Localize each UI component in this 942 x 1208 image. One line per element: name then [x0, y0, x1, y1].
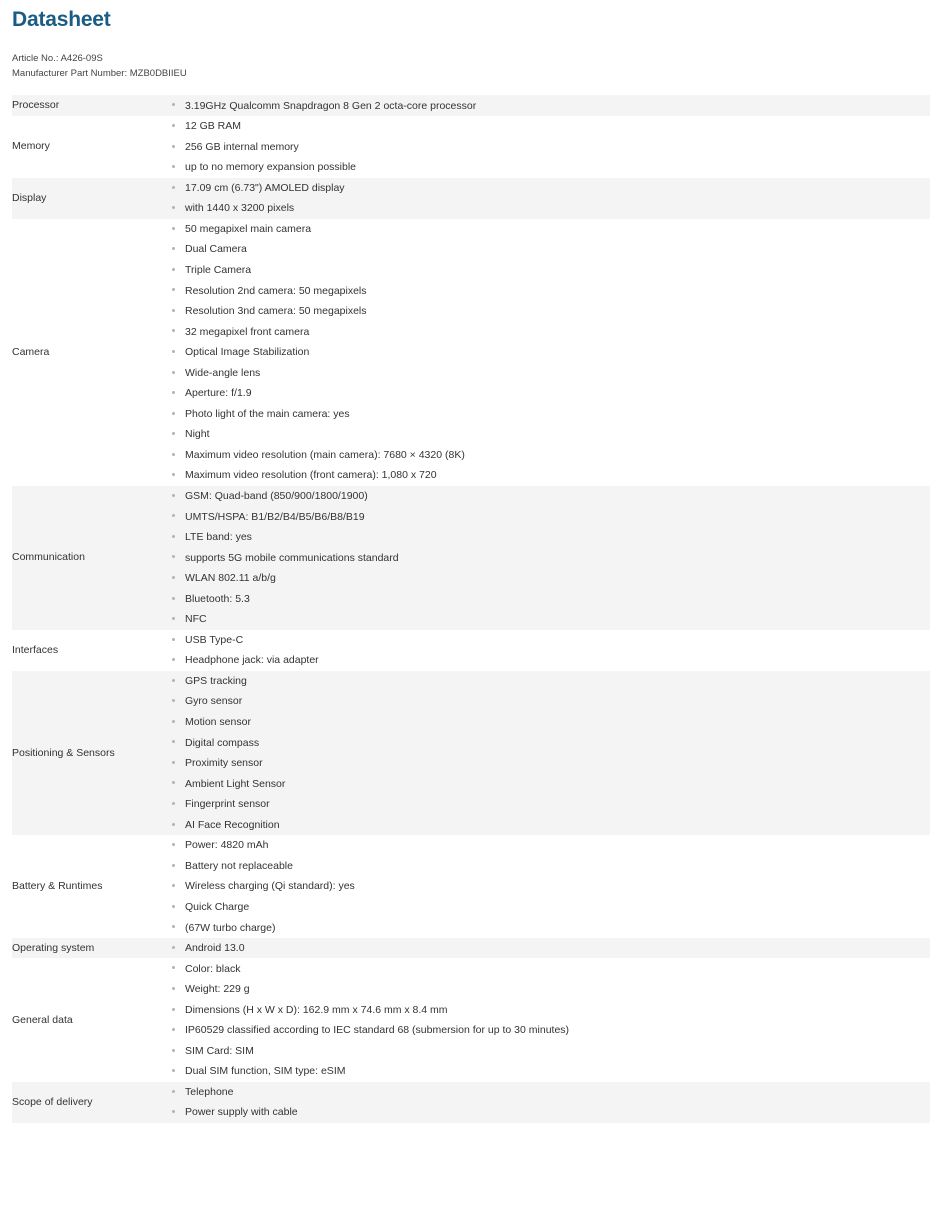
- article-number: Article No.: A426-09S: [12, 53, 103, 64]
- spec-values: [167, 178, 930, 219]
- spec-value-list: [167, 1082, 930, 1123]
- spec-value-item: 50 megapixel main camera: [167, 219, 930, 240]
- manufacturer-part-number: Manufacturer Part Number: MZB0DBIIEU: [12, 67, 187, 79]
- spec-value-list: [167, 486, 930, 630]
- spec-value-item: Resolution 2nd camera: 50 megapixels: [167, 280, 930, 301]
- spec-value-list: [167, 178, 930, 219]
- spec-value-item: Color: black: [167, 958, 930, 979]
- spec-value-item: UMTS/HSPA: B1/B2/B4/B5/B6/B8/B19: [167, 506, 930, 527]
- spec-value-item: Wide-angle lens: [167, 363, 930, 384]
- spec-value-item: Power: 4820 mAh: [167, 835, 930, 856]
- spec-value-item: GSM: Quad-band (850/900/1800/1900): [167, 486, 930, 507]
- spec-value-item: AI Face Recognition: [167, 815, 930, 836]
- spec-label: Camera: [12, 345, 50, 358]
- spec-value-item: (67W turbo charge): [167, 917, 930, 938]
- spec-value-item: Power supply with cable: [167, 1102, 930, 1123]
- spec-value-item: Maximum video resolution (front camera): 1,080 x 720: [167, 465, 930, 486]
- spec-value-list: [167, 95, 930, 116]
- spec-values: [167, 958, 930, 1081]
- spec-value-item: 32 megapixel front camera: [167, 321, 930, 342]
- spec-value-item: Triple Camera: [167, 260, 930, 281]
- spec-row: [12, 958, 930, 1081]
- spec-row: [12, 95, 930, 116]
- spec-value-item: LTE band: yes: [167, 527, 930, 548]
- spec-label: Battery & Runtimes: [12, 880, 103, 893]
- spec-value-list: [167, 938, 930, 959]
- spec-value-item: 12 GB RAM: [167, 116, 930, 137]
- spec-values: [167, 938, 930, 959]
- spec-value-list: [167, 671, 930, 835]
- spec-value-item: Wireless charging (Qi standard): yes: [167, 876, 930, 897]
- spec-value-item: supports 5G mobile communications standard: [167, 547, 930, 568]
- specifications-table: [12, 95, 930, 1122]
- spec-value-item: Dual Camera: [167, 239, 930, 260]
- spec-value-list: [167, 219, 930, 486]
- spec-row: [12, 630, 930, 671]
- spec-value-item: with 1440 x 3200 pixels: [167, 198, 930, 219]
- spec-value-item: Photo light of the main camera: yes: [167, 404, 930, 425]
- spec-row: [12, 178, 930, 219]
- spec-row: [12, 486, 930, 630]
- spec-label: Interfaces: [12, 643, 59, 656]
- spec-value-item: Aperture: f/1.9: [167, 383, 930, 404]
- bottom-spacer: [12, 1123, 930, 1133]
- page-title: Datasheet: [12, 8, 111, 31]
- spec-row: [12, 219, 930, 486]
- spec-row: [12, 1082, 930, 1123]
- spec-row: [12, 671, 930, 835]
- spec-value-item: Gyro sensor: [167, 691, 930, 712]
- spec-value-item: up to no memory expansion possible: [167, 157, 930, 178]
- spec-value-item: IP60529 classified according to IEC standard 68 (submersion for up to 30 minutes): [167, 1020, 930, 1041]
- spec-values: [167, 630, 930, 671]
- spec-value-item: GPS tracking: [167, 671, 930, 692]
- spec-values: [167, 671, 930, 835]
- spec-values: [167, 1082, 930, 1123]
- spec-value-list: [167, 958, 930, 1081]
- spec-value-item: Quick Charge: [167, 897, 930, 918]
- spec-values: [167, 95, 930, 116]
- spec-value-item: Weight: 229 g: [167, 979, 930, 1000]
- spec-values: [167, 835, 930, 938]
- spec-value-item: Battery not replaceable: [167, 856, 930, 877]
- spec-value-item: Dual SIM function, SIM type: eSIM: [167, 1061, 930, 1082]
- spec-value-item: Optical Image Stabilization: [167, 342, 930, 363]
- spec-values: [167, 486, 930, 630]
- spec-row: [12, 835, 930, 938]
- spec-row: [12, 938, 930, 959]
- spec-label: Scope of delivery: [12, 1082, 167, 1123]
- datasheet-page: [0, 8, 942, 1133]
- spec-value-item: Android 13.0: [167, 938, 930, 959]
- spec-label: Communication: [12, 486, 167, 630]
- spec-value-item: USB Type-C: [167, 630, 930, 651]
- spec-label: Display: [12, 178, 167, 219]
- spec-value-item: Resolution 3nd camera: 50 megapixels: [167, 301, 930, 322]
- specifications-table-body: [12, 95, 930, 1122]
- spec-label: Operating system: [12, 938, 167, 959]
- spec-value-item: Digital compass: [167, 732, 930, 753]
- spec-value-list: [167, 835, 930, 938]
- product-identifiers: [12, 52, 930, 81]
- spec-value-item: NFC: [167, 609, 930, 630]
- spec-row: [12, 116, 930, 178]
- spec-value-list: [167, 116, 930, 178]
- spec-value-item: Headphone jack: via adapter: [167, 650, 930, 671]
- spec-value-item: 3.19GHz Qualcomm Snapdragon 8 Gen 2 octa-core processor: [167, 95, 930, 116]
- spec-value-item: Fingerprint sensor: [167, 794, 930, 815]
- spec-value-list: [167, 630, 930, 671]
- spec-value-item: Telephone: [167, 1082, 930, 1103]
- spec-value-item: Ambient Light Sensor: [167, 773, 930, 794]
- spec-label: Memory: [12, 140, 50, 153]
- spec-value-item: Maximum video resolution (main camera): 7680 × 4320 (8K): [167, 445, 930, 466]
- spec-value-item: WLAN 802.11 a/b/g: [167, 568, 930, 589]
- spec-value-item: Bluetooth: 5.3: [167, 589, 930, 610]
- spec-value-item: Motion sensor: [167, 712, 930, 733]
- spec-values: [167, 219, 930, 486]
- spec-value-item: 17.09 cm (6.73") AMOLED display: [167, 178, 930, 199]
- spec-value-item: 256 GB internal memory: [167, 137, 930, 158]
- spec-values: [167, 116, 930, 178]
- spec-value-item: Dimensions (H x W x D): 162.9 mm x 74.6 mm x 8.4 mm: [167, 1000, 930, 1021]
- spec-value-item: SIM Card: SIM: [167, 1041, 930, 1062]
- spec-label: General data: [12, 1013, 73, 1026]
- spec-value-item: Night: [167, 424, 930, 445]
- spec-value-item: Proximity sensor: [167, 753, 930, 774]
- spec-label: Processor: [12, 95, 167, 116]
- spec-label: Positioning & Sensors: [12, 671, 167, 835]
